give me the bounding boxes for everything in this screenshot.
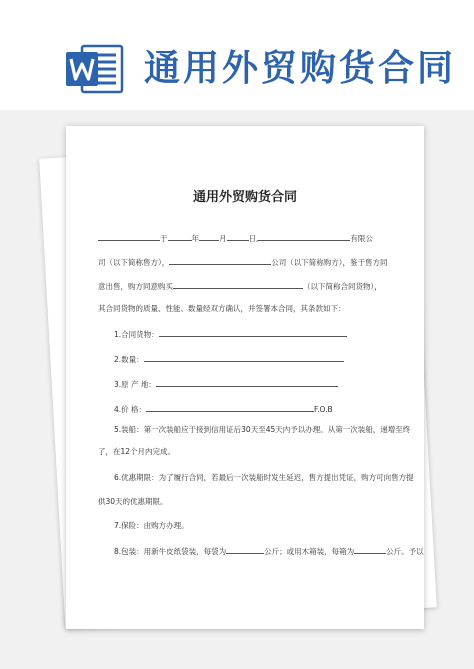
clause-8-part-a: 8.包装：用新牛皮纸袋装，每袋为: [114, 547, 227, 556]
blank-origin: [156, 377, 338, 387]
blank-party-a: [98, 231, 160, 241]
blank-goods: [173, 279, 303, 289]
blank-bag-weight: [226, 544, 264, 554]
text-ri: 日,: [248, 234, 259, 243]
text-goods-abbrev: （以下简称合同货物），: [303, 282, 382, 291]
banner-title: 通用外贸购货合同: [144, 48, 457, 89]
blank-buyer: [169, 255, 271, 265]
text-youxiangong: 有限公: [350, 234, 373, 243]
blank-box-weight: [354, 544, 386, 554]
clause-6-line-1: 6.优惠期限：为了履行合同，若最后一次装船时发生延迟，售方提出凭证，购方可向售方提: [114, 473, 414, 482]
clause-1: [114, 327, 347, 341]
text-seller-abbrev: 司（以下简称售方），: [98, 258, 170, 267]
blank-seller: [258, 231, 350, 241]
text-buyer-abbrev: 公司（以下简称购方），鉴于售方同: [271, 258, 388, 267]
clause-4-label: 4.价 格：: [114, 405, 147, 414]
clause-8-part-b: 公斤；或用木箱装，每箱为: [264, 547, 355, 556]
intro-line-1: [98, 231, 373, 245]
blank-day: [227, 231, 249, 241]
clause-2-label: 2.数量：: [114, 355, 144, 364]
document-page: [66, 126, 424, 629]
blank-goods-name: [159, 327, 347, 337]
text-fob: F.O.B: [314, 405, 333, 414]
text-yu: 于: [160, 234, 168, 243]
clause-5-line-1: 5.装船：第一次装船应于接到信用证后30天至45天内予以办理。从第一次装船，递增至终: [114, 425, 411, 434]
clause-3-label: 3.原 产 地：: [114, 380, 156, 389]
blank-quantity: [144, 352, 344, 362]
banner: [0, 0, 474, 110]
clause-1-label: 1.合同货物：: [114, 330, 159, 339]
intro-line-2: [98, 255, 388, 269]
blank-price: [146, 402, 314, 412]
clause-3: [114, 377, 338, 391]
clause-8: [114, 544, 424, 558]
blank-month: [199, 231, 219, 241]
clause-6-line-2: 供30天的优惠期限。: [98, 497, 168, 506]
intro-line-3: [98, 279, 382, 293]
clause-7: 7.保险：由购方办理。: [114, 521, 189, 530]
clause-4: [114, 402, 333, 416]
clause-8-part-c: 公斤。予以: [386, 547, 424, 556]
text-nian: 年: [191, 234, 199, 243]
word-icon: [66, 40, 124, 98]
intro-line-4: 其合同货物的质量、性能、数量经双方确认，并签署本合同，其条款如下：: [98, 304, 346, 313]
text-yue: 月: [219, 234, 227, 243]
clause-2: [114, 352, 344, 366]
text-agree-buy: 意出售，购方同意购买: [98, 282, 173, 291]
blank-year: [168, 231, 192, 241]
document-title: 通用外贸购货合同: [192, 190, 297, 205]
clause-5-line-2: 了，在12个月内完成。: [98, 447, 176, 456]
